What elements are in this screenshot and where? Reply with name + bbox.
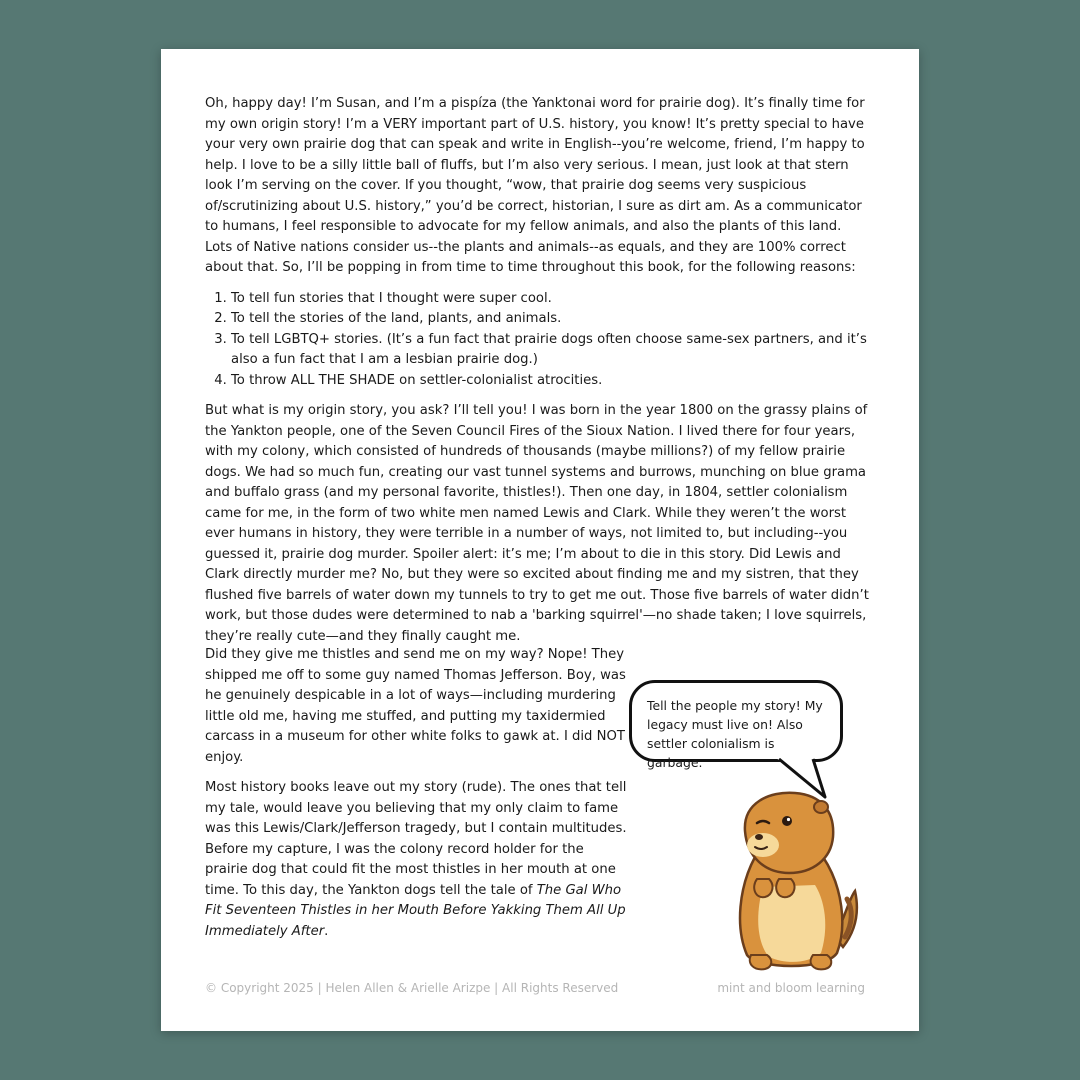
jefferson-paragraph: Did they give me thistles and send me on my way? Nope! They shipped me off to some guy named Thomas Jefferson. Boy, was he genuinely despicable in a lot of ways—including murdering little old me, having me stuffed, and putting my taxidermied carcass in a museum for other white folks to gawk at. I did NOT enjoy. [205,647,626,765]
list-item: 4. To throw ALL THE SHADE on settler-colonialist atrocities. [231,371,871,392]
prairie-dog-icon [717,787,867,977]
list-item: 2. To tell the stories of the land, plants, and animals. [231,309,871,330]
narrow-column [205,645,629,952]
intro-paragraph: Oh, happy day! I’m Susan, and I’m a pispíza (the Yanktonai word for prairie dog). It’s finally time for my own origin story! I’m a VERY important part of U.S. history, you know! It’s pretty special to have your very own prairie dog that can speak and write in English--you’re welcome, friend, I’m happy to help. I love to be a silly little ball of fluffs, but I’m also very serious. I mean, just look at that stern look I’m serving on the cover. If you thought, “wow, that prairie dog seems very suspicious of/scrutinizing about U.S. history,” you’d be correct, historian, I sure as dirt am. As a communicator to humans, I feel responsible to advocate for my fellow animals, and also the plants of this land. Lots of Native nations consider us--the plants and animals--as equals, and they are 100% correct about that. So, I’ll be popping in from time to time throughout this book, for the following reasons: [205,96,865,275]
multitudes-paragraph [205,778,629,942]
list-item: 3. To tell LGBTQ+ stories. (It’s a fun fact that prairie dogs often choose same-sex partners, and it’s also a fun fact that I am a lesbian prairie dog.) [231,330,871,371]
speech-bubble-text: Tell the people my story! My legacy must live on! Also settler colonialism is garbage. [647,698,823,770]
origin-paragraph: But what is my origin story, you ask? I’ll tell you! I was born in the year 1800 on the grassy plains of the Yankton people, one of the Seven Council Fires of the Sioux Nation. I lived there for four years, with my colony, which consisted of hundreds of thousands (maybe millions?) of my fellow prairie dogs. We had so much fun, creating our vast tunnel systems and burrows, munching on blue grama and buffalo grass (and my personal favorite, thistles!). Then one day, in 1804, settler colonialism came for me, in the form of two white men named Lewis and Clark. While they weren’t the worst ever humans in history, they were terrible in a number of ways, not limited to, but including--you guessed it, prairie dog murder. Spoiler alert: it’s me; I’m about to die in this story. Did Lewis and Clark directly murder me? No, but they were so excited about finding me and my sistren, that they flushed five barrels of water down my tunnels to try to get me out. Those five barrels of water didn’t work, but those dudes were determined to nab a 'barking squirrel'—no shade taken; I love squirrels, they’re really cute—and they finally caught me. [205,403,869,644]
reasons-list [205,289,871,392]
multitudes-text: Most history books leave out my story (rude). The ones that tell my tale, would leave you believing that my only claim to fame was this Lewis/Clark/Jefferson tragedy, but I contain multitudes. Before my capture, I was the colony record holder for the prairie dog that could fit the most thistles in her mouth at one time. To this day, the Yankton dogs tell the tale of [205,780,627,898]
page-content [205,94,871,657]
brand-footer: mint and bloom learning [717,981,865,995]
list-item: 1. To tell fun stories that I thought were super cool. [231,289,871,310]
document-page [161,49,919,1031]
tale-title: The Gal Who Fit Seventeen Thistles in her Mouth Before Yakking Them All Up Immediately After [205,882,626,939]
copyright-footer: © Copyright 2025 | Helen Allen & Arielle Arizpe | All Rights Reserved [205,981,619,995]
multitudes-end: . [324,923,329,939]
speech-bubble [629,680,843,770]
